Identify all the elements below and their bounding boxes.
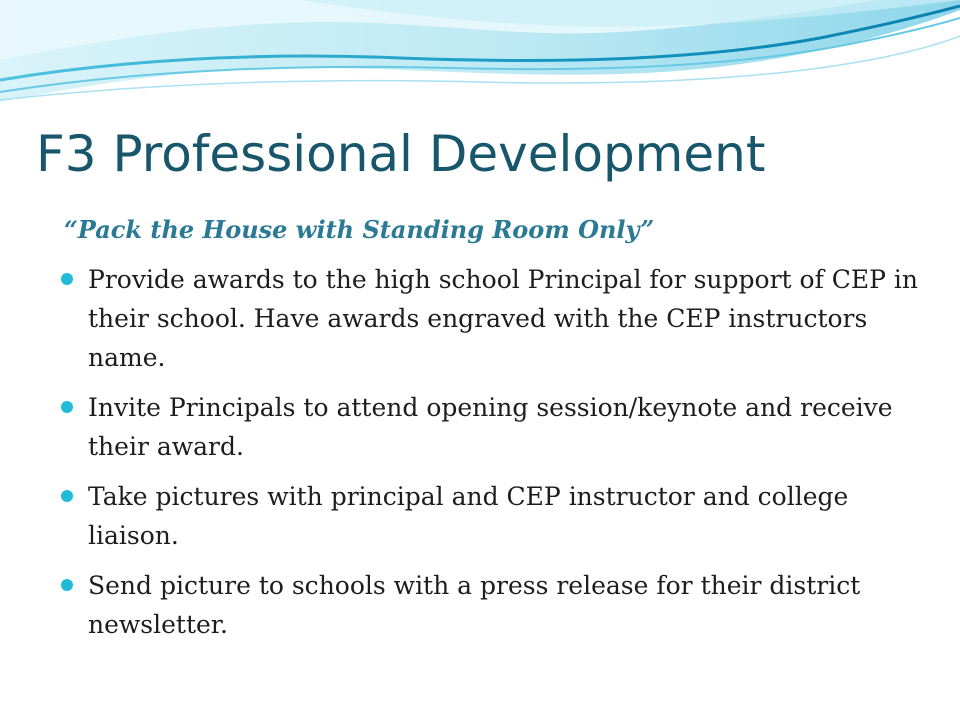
bullet-item [60, 566, 940, 644]
bullet-item [60, 477, 940, 555]
bullet-dot-icon [61, 273, 73, 285]
slide-title: F3 Professional Development [36, 125, 766, 183]
bullet-dot-icon [61, 579, 73, 591]
bullet-text: Invite Principals to attend opening session/keynote and receive their award. [88, 393, 893, 461]
slide-subtitle: “Pack the House with Standing Room Only” [64, 215, 655, 244]
bullet-item [60, 388, 940, 466]
bullet-text: Take pictures with principal and CEP instructor and college liaison. [88, 482, 849, 550]
header-wave-decoration [0, 0, 960, 120]
bullet-text: Provide awards to the high school Principal for support of CEP in their school. Have awards engraved with the CEP instructors name. [88, 265, 919, 372]
bullet-text: Send picture to schools with a press release for their district newsletter. [88, 571, 861, 639]
bullet-item [60, 260, 940, 377]
bullet-dot-icon [61, 490, 73, 502]
bullet-list [60, 260, 940, 655]
bullet-dot-icon [61, 401, 73, 413]
